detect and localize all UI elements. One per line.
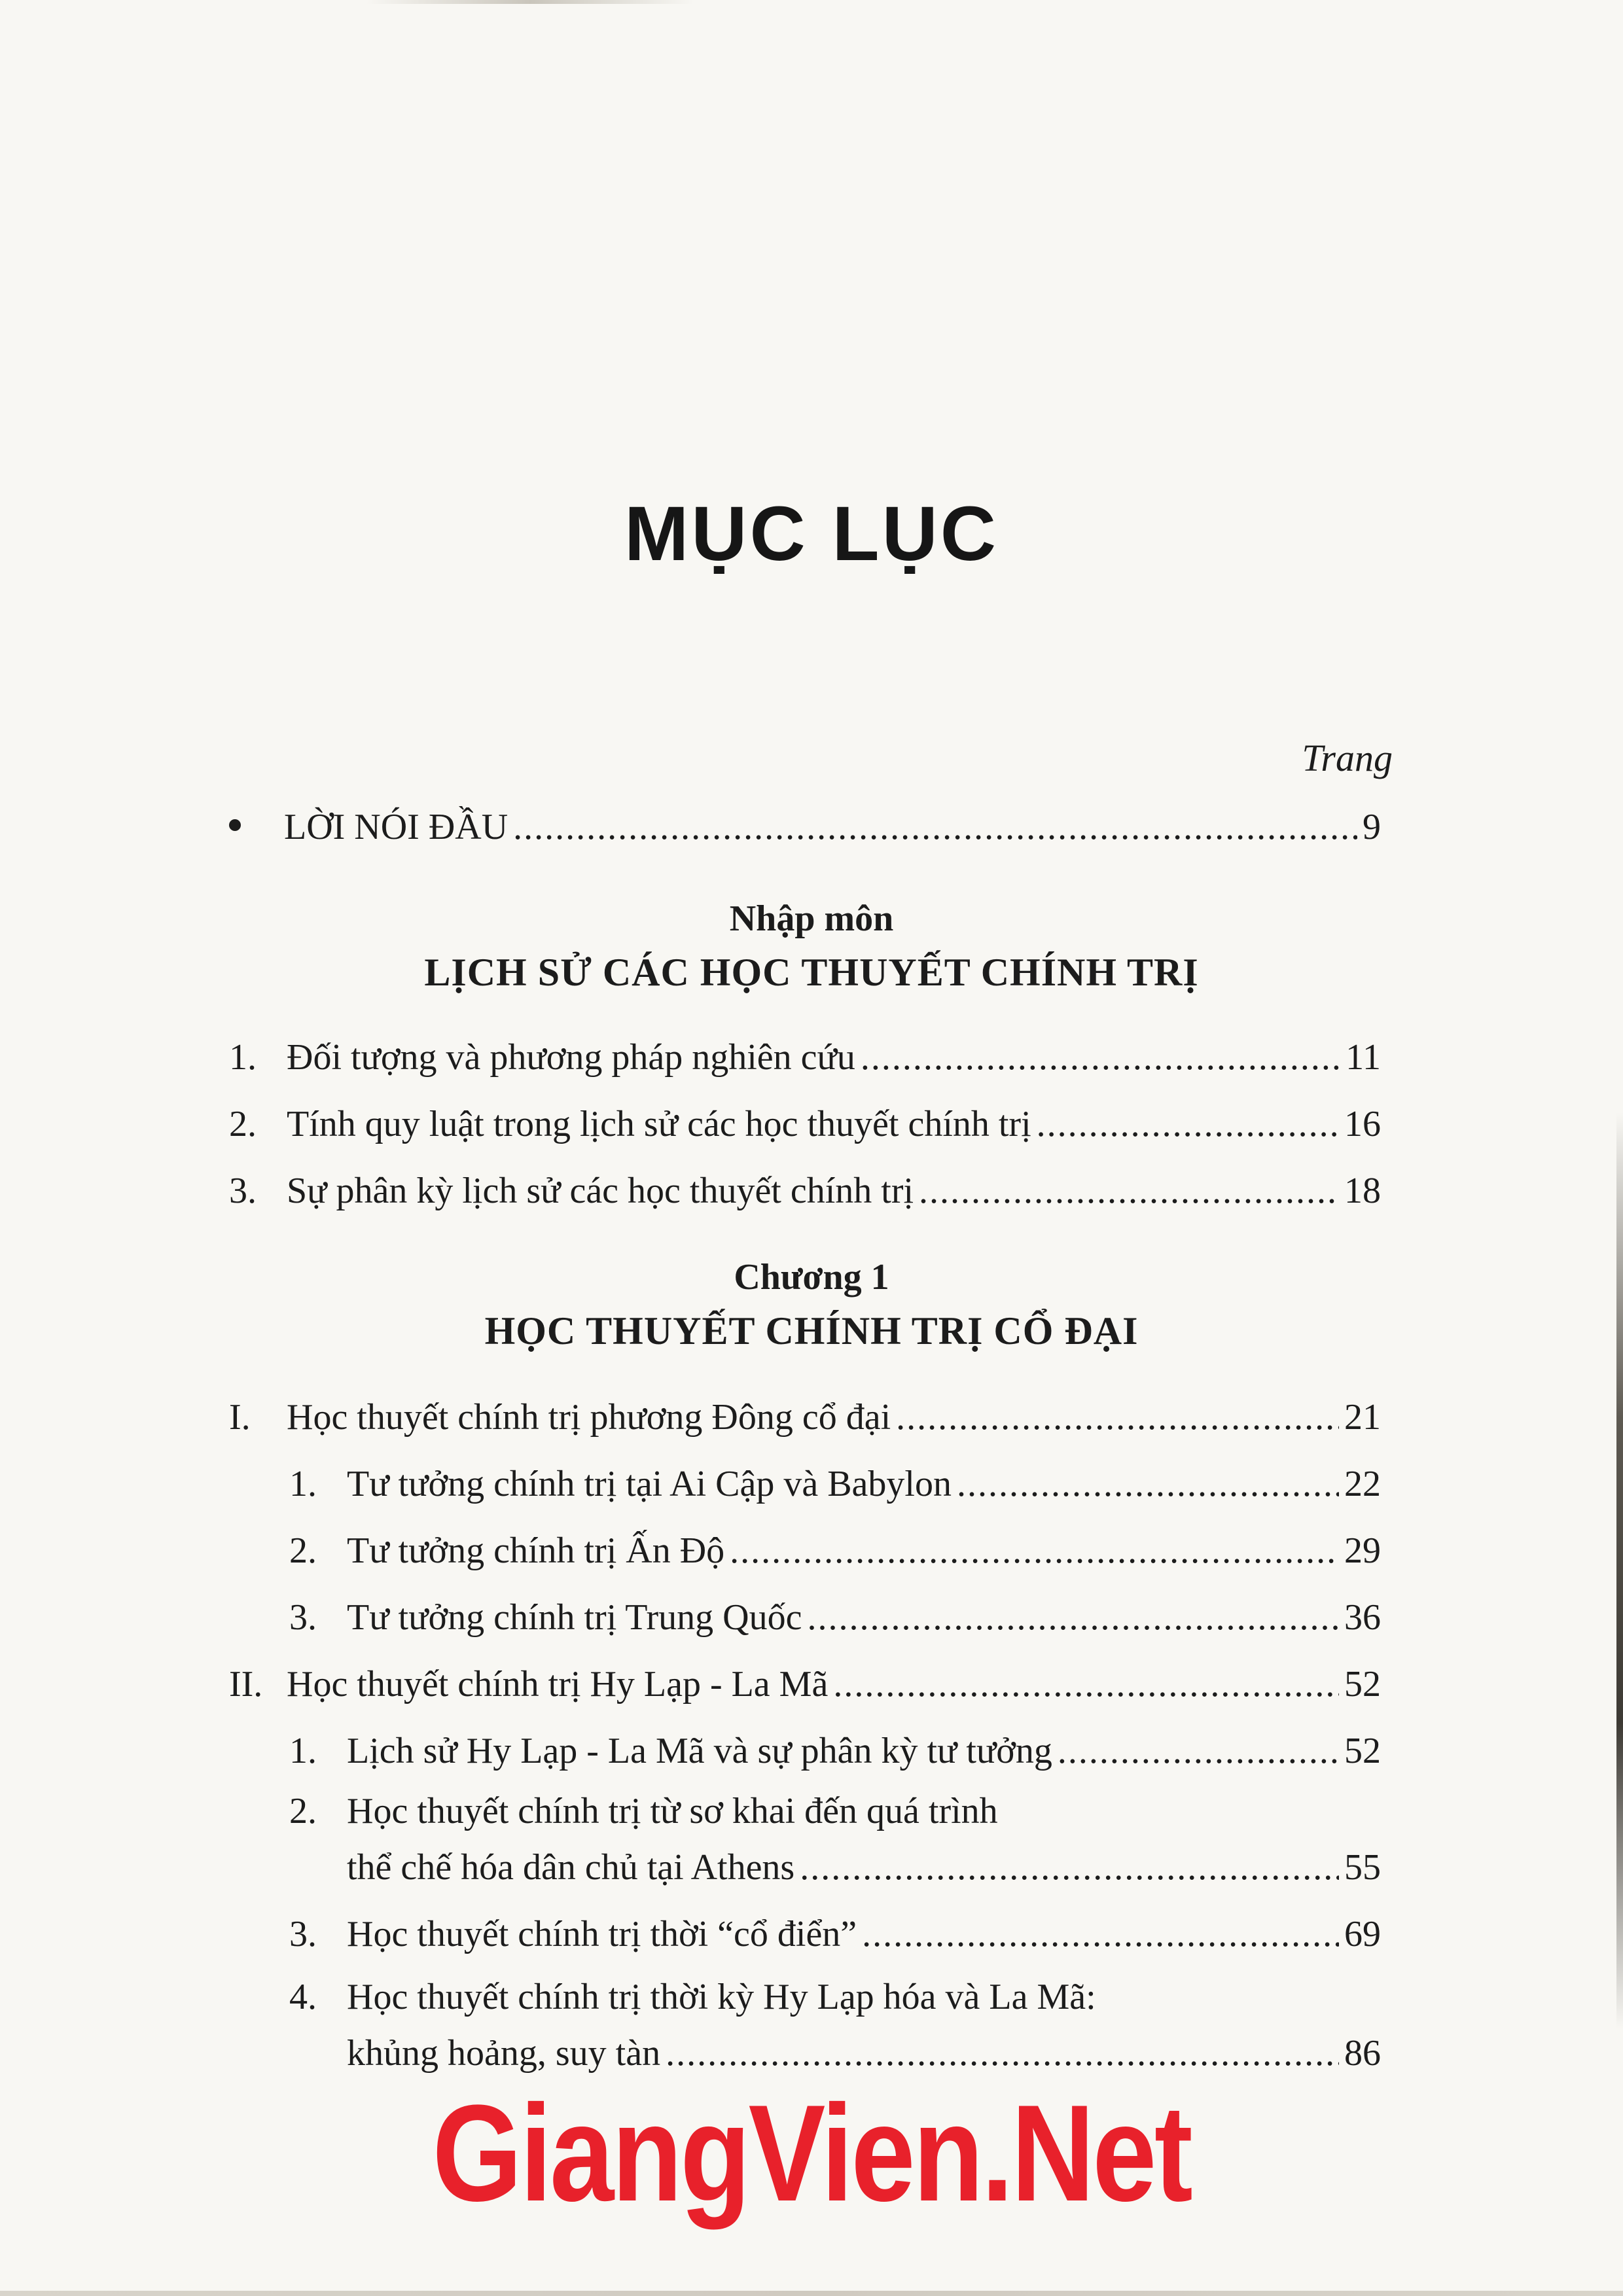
toc-entry-label: LỜI NÓI ĐẦU bbox=[284, 807, 508, 847]
toc-entry-label: Tư tưởng chính trị tại Ai Cập và Babylon bbox=[347, 1464, 952, 1504]
chapter-kicker: Chương 1 bbox=[734, 1257, 889, 1298]
toc-entry-label: Học thuyết chính trị phương Đông cổ đại bbox=[287, 1397, 891, 1438]
toc-entry[interactable] bbox=[289, 1466, 1381, 1502]
dot-leader bbox=[807, 1599, 1339, 1636]
toc-entry-page: 29 bbox=[1344, 1530, 1381, 1571]
toc-entry[interactable] bbox=[347, 2035, 1381, 2072]
dot-leader bbox=[919, 1173, 1339, 1209]
toc-entry-page: 11 bbox=[1346, 1037, 1381, 1078]
toc-entry[interactable] bbox=[289, 1916, 1381, 1952]
toc-section[interactable] bbox=[229, 1666, 1381, 1703]
dot-leader bbox=[730, 1532, 1339, 1569]
toc-entry[interactable] bbox=[289, 1599, 1381, 1636]
toc-entry-label: Tư tưởng chính trị Ấn Độ bbox=[347, 1530, 725, 1571]
toc-entry-number: I. bbox=[229, 1397, 251, 1438]
toc-entry-page: 36 bbox=[1344, 1597, 1381, 1638]
dot-leader bbox=[1037, 1106, 1339, 1142]
toc-entry-number: 2. bbox=[289, 1791, 317, 1831]
chapter-heading: HỌC THUYẾT CHÍNH TRỊ CỔ ĐẠI bbox=[484, 1309, 1139, 1352]
toc-entry-first-line bbox=[289, 1790, 998, 1832]
intro-heading: LỊCH SỬ CÁC HỌC THUYẾT CHÍNH TRỊ bbox=[424, 951, 1199, 994]
toc-entry-page: 18 bbox=[1344, 1171, 1381, 1211]
toc-entry-label: Học thuyết chính trị thời “cổ điển” bbox=[347, 1914, 857, 1954]
toc-entry-label: Sự phân kỳ lịch sử các học thuyết chính trị bbox=[287, 1171, 914, 1211]
toc-entry-preface[interactable] bbox=[229, 809, 1381, 845]
toc-entry-label: Lịch sử Hy Lạp - La Mã và sự phân kỳ tư tưởng bbox=[347, 1731, 1052, 1771]
toc-entry-number: 1. bbox=[229, 1037, 257, 1078]
dot-leader bbox=[833, 1666, 1339, 1703]
dot-leader bbox=[896, 1399, 1339, 1436]
dot-leader bbox=[1058, 1733, 1339, 1769]
toc-entry-number: II. bbox=[229, 1664, 263, 1704]
toc-entry[interactable] bbox=[289, 1733, 1381, 1769]
toc-entry-label-continued: thể chế hóa dân chủ tại Athens bbox=[347, 1847, 795, 1888]
toc-entry-number: 3. bbox=[289, 1597, 317, 1638]
dot-leader bbox=[800, 1849, 1339, 1886]
watermark-logo: GiangVien.Net bbox=[432, 2076, 1191, 2230]
toc-entry[interactable] bbox=[347, 1849, 1381, 1886]
toc-entry-page: 55 bbox=[1344, 1847, 1381, 1888]
toc-entry-number: 1. bbox=[289, 1731, 317, 1771]
toc-entry-number: 3. bbox=[229, 1171, 257, 1211]
toc-entry[interactable] bbox=[229, 1039, 1381, 1076]
toc-entry-label: Tư tưởng chính trị Trung Quốc bbox=[347, 1597, 802, 1638]
dot-leader bbox=[957, 1466, 1339, 1502]
dot-leader bbox=[862, 1916, 1339, 1952]
toc-entry-page: 16 bbox=[1344, 1104, 1381, 1144]
bullet-icon bbox=[229, 809, 284, 845]
toc-entry-label-continued: khủng hoảng, suy tàn bbox=[347, 2033, 661, 2074]
toc-entry-number: 2. bbox=[229, 1104, 257, 1144]
toc-entry-first-line bbox=[289, 1976, 1096, 2018]
toc-entry-number: 2. bbox=[289, 1530, 317, 1571]
dot-leader bbox=[513, 809, 1357, 845]
toc-entry-label: Tính quy luật trong lịch sử các học thuyết chính trị bbox=[287, 1104, 1031, 1144]
toc-entry-label: Học thuyết chính trị Hy Lạp - La Mã bbox=[287, 1664, 829, 1704]
toc-entry-page: 22 bbox=[1344, 1464, 1381, 1504]
toc-entry-label: Đối tượng và phương pháp nghiên cứu bbox=[287, 1037, 855, 1078]
toc-entry[interactable] bbox=[229, 1106, 1381, 1142]
toc-entry-page: 21 bbox=[1344, 1397, 1381, 1438]
toc-entry[interactable] bbox=[289, 1532, 1381, 1569]
dot-leader bbox=[666, 2035, 1339, 2072]
page-column-label: Trang bbox=[1302, 737, 1393, 779]
toc-entry-number: 1. bbox=[289, 1464, 317, 1504]
toc-entry-page: 9 bbox=[1363, 807, 1381, 847]
dot-leader bbox=[861, 1039, 1340, 1076]
toc-section[interactable] bbox=[229, 1399, 1381, 1436]
toc-entry-label: Học thuyết chính trị thời kỳ Hy Lạp hóa và La Mã: bbox=[347, 1977, 1096, 2017]
toc-entry-page: 69 bbox=[1344, 1914, 1381, 1954]
toc-entry-page: 52 bbox=[1344, 1731, 1381, 1771]
page-title: MỤC LỤC bbox=[624, 491, 999, 577]
toc-entry-page: 86 bbox=[1344, 2033, 1381, 2074]
toc-entry-label: Học thuyết chính trị từ sơ khai đến quá trình bbox=[347, 1791, 998, 1831]
toc-entry-page: 52 bbox=[1344, 1664, 1381, 1704]
toc-entry[interactable] bbox=[229, 1173, 1381, 1209]
toc-entry-number: 3. bbox=[289, 1914, 317, 1954]
intro-kicker: Nhập môn bbox=[729, 898, 894, 939]
toc-entry-number: 4. bbox=[289, 1977, 317, 2017]
